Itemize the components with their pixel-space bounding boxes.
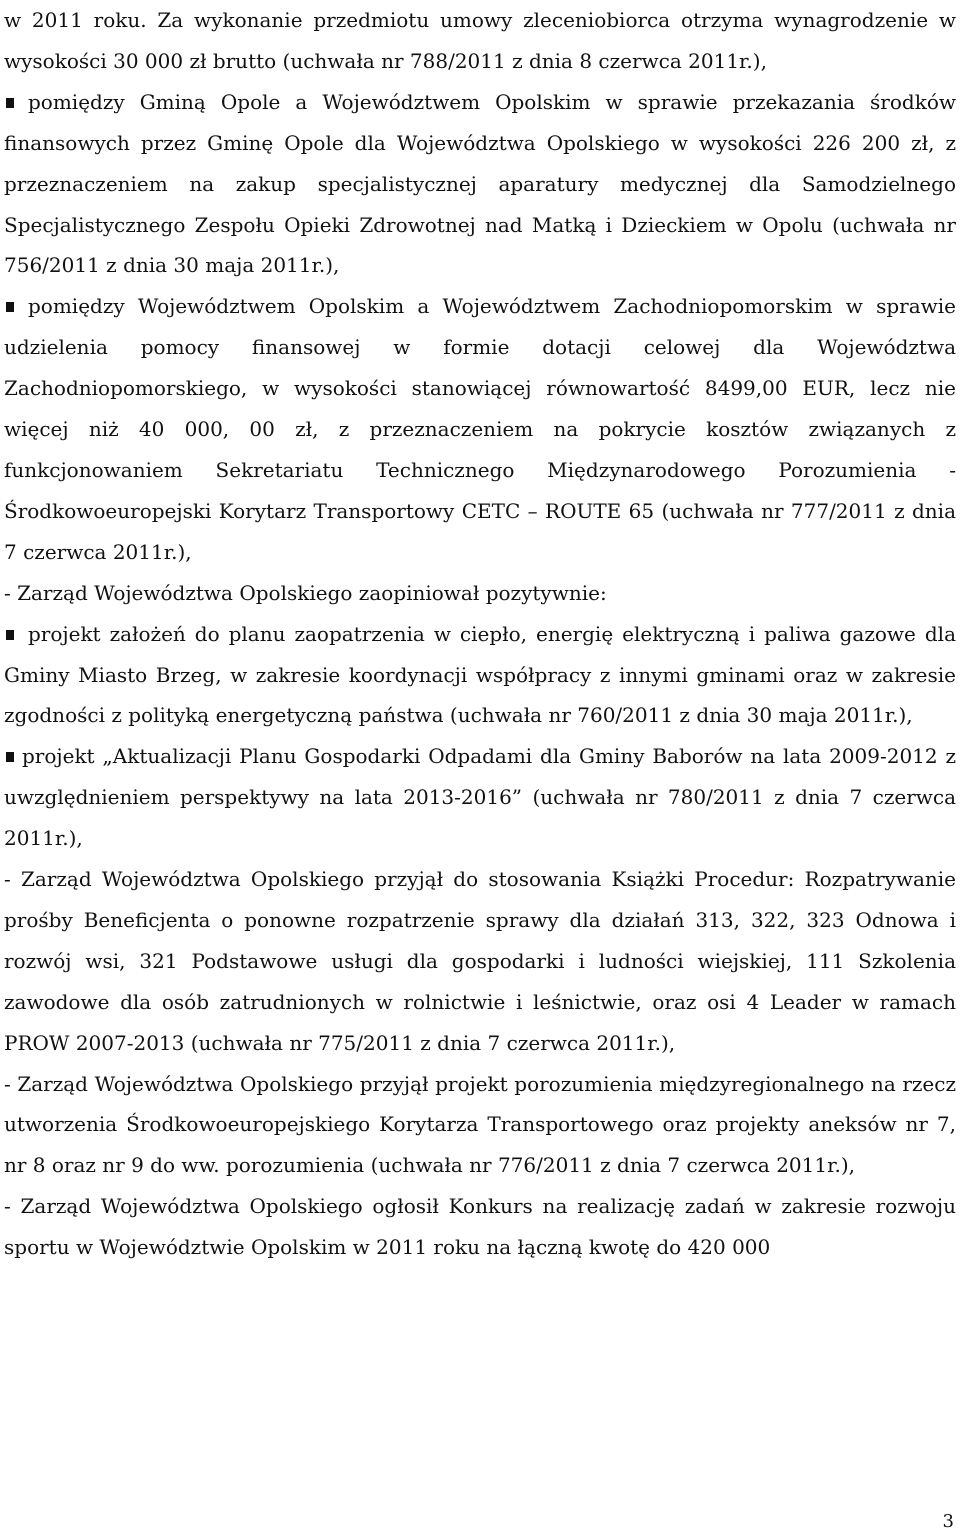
bullet-item-brzeg-energy-plan bbox=[4, 614, 956, 737]
document-page bbox=[4, 0, 956, 1268]
bullet-item-gmina-opole-agreement bbox=[4, 82, 956, 287]
square-bullet-icon bbox=[6, 98, 14, 108]
square-bullet-icon bbox=[6, 302, 14, 312]
bullet-text: projekt „Aktualizacji Planu Gospodarki Odpadami dla Gminy Baborów na lata 2009-2012 z uwzględnieniem perspektywy na lata 2013-2016” (uchwała nr 780/2011 z dnia 7 czerwca 2011r.), bbox=[4, 744, 956, 851]
paragraph-positive-opinion: - Zarząd Województwa Opolskiego zaopiniował pozytywnie: bbox=[4, 580, 607, 605]
square-bullet-icon bbox=[6, 630, 14, 640]
paragraph-sport-competition: - Zarząd Województwa Opolskiego ogłosił Konkurs na realizację zadań w zakresie rozwoju sportu w Województwie Opolskim w 2011 roku na łączną kwotę do 420 000 bbox=[4, 1194, 956, 1260]
bullet-item-zachodniopomorskie-agreement bbox=[4, 286, 956, 572]
page-number: 3 bbox=[942, 1511, 954, 1532]
paragraph-contract-remuneration: w 2011 roku. Za wykonanie przedmiotu umowy zleceniobiorca otrzyma wynagrodzenie w wysokości 30 000 zł brutto (uchwała nr 788/2011 z dnia 8 czerwca 2011r.), bbox=[4, 8, 956, 73]
bullet-text: pomiędzy Województwem Opolskim a Województwem Zachodniopomorskim w sprawie udzielenia pomocy finansowej w formie dotacji celowej dla Województwa Zachodniopomorskiego, w wysokości stanowiącej równowartość 8499,00 EUR, lecz nie więcej niż 40 000, 00 zł, z przeznaczeniem na pokrycie kosztów związanych z funkcjonowaniem Sekretariatu Technicznego Międzynarodowego Porozumienia - Środkowoeuropejski Korytarz Transportowy CETC – ROUTE 65 (uchwała nr 777/2011 z dnia 7 czerwca 2011r.), bbox=[4, 294, 956, 564]
bullet-text: pomiędzy Gminą Opole a Województwem Opolskim w sprawie przekazania środków finansowych przez Gminę Opole dla Województwa Opolskiego w wysokości 226 200 zł, z przeznaczeniem na zakup specjalistycznej aparatury medycznej dla Samodzielnego Specjalistycznego Zespołu Opieki Zdrowotnej nad Matką i Dzieckiem w Opolu (uchwała nr 756/2011 z dnia 30 maja 2011r.), bbox=[4, 89, 956, 278]
bullet-text: projekt założeń do planu zaopatrzenia w ciepło, energię elektryczną i paliwa gazowe dla Gminy Miasto Brzeg, w zakresie koordynacji współpracy z innymi gminami oraz w zakresie zgodności z polityką energetyczną państwa (uchwała nr 760/2011 z dnia 30 maja 2011r.), bbox=[4, 621, 956, 728]
square-bullet-icon bbox=[6, 752, 14, 762]
bullet-item-baborow-waste-plan bbox=[4, 736, 956, 859]
paragraph-interregional-agreement: - Zarząd Województwa Opolskiego przyjął projekt porozumienia międzyregionalnego na rzecz utworzenia Środkowoeuropejskiego Korytarza Transportowego oraz projekty aneksów nr 7, nr 8 oraz nr 9 do ww. porozumienia (uchwała nr 776/2011 z dnia 7 czerwca 2011r.), bbox=[4, 1071, 956, 1178]
paragraph-procedures-book: - Zarząd Województwa Opolskiego przyjął do stosowania Książki Procedur: Rozpatrywanie prośby Beneficjenta o ponowne rozpatrzenie sprawy dla działań 313, 322, 323 Odnowa i rozwój wsi, 321 Podstawowe usługi dla gospodarki i ludności wiejskiej, 111 Szkolenia zawodowe dla osób zatrudnionych w rolnictwie i leśnictwie, oraz osi 4 Leader w ramach PROW 2007-2013 (uchwała nr 775/2011 z dnia 7 czerwca 2011r.), bbox=[4, 867, 956, 1055]
